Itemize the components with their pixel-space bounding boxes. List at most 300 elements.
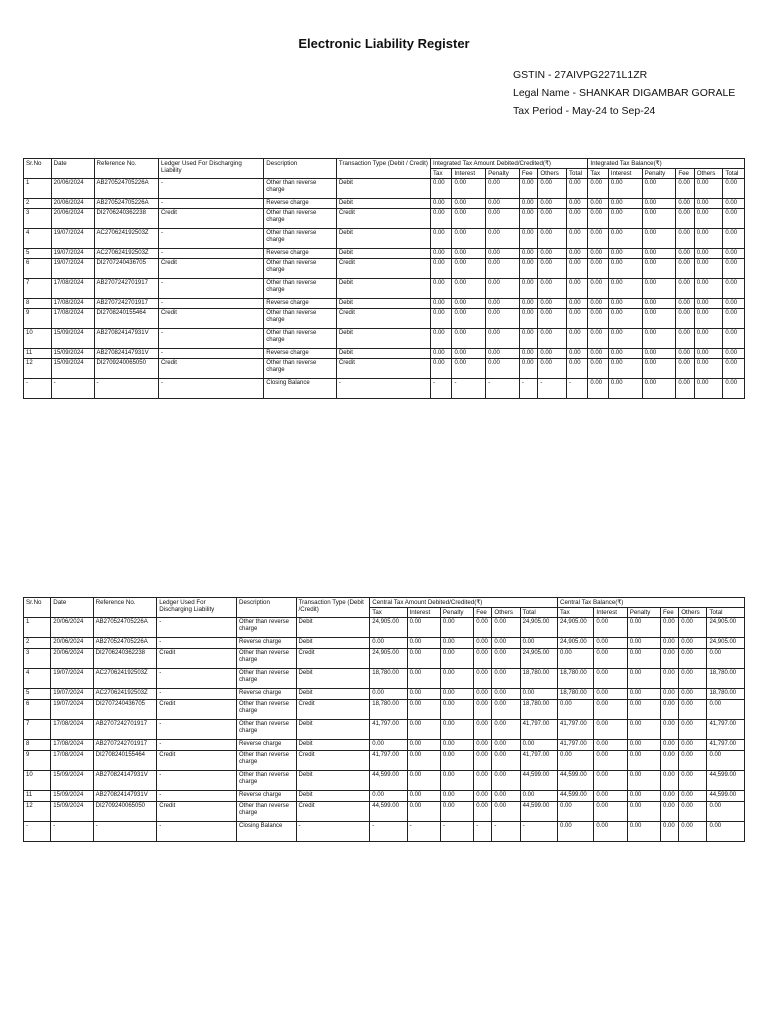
subcol-tax: Tax <box>588 169 608 179</box>
table-cell: AB2707242701917 <box>93 720 157 740</box>
subcol-interest: Interest <box>407 608 440 618</box>
table-cell: 18,780.00 <box>558 669 594 689</box>
table-cell: AB270524705226A <box>94 179 158 199</box>
table-cell: 24,905.00 <box>707 638 745 649</box>
table-cell: 0.00 <box>519 179 537 199</box>
table-cell: 0.00 <box>694 249 723 259</box>
table-cell: 0.00 <box>676 259 694 279</box>
table-cell: 0.00 <box>679 720 707 740</box>
table-cell: 0.00 <box>566 259 587 279</box>
table-cell: AB270524705226A <box>93 638 157 649</box>
table-cell: 11 <box>24 791 51 802</box>
table-cell: - <box>157 638 237 649</box>
table-cell: 0.00 <box>452 209 486 229</box>
table-cell: 44,599.00 <box>370 802 407 822</box>
table-cell: 0.00 <box>486 329 520 349</box>
table-row <box>24 689 745 700</box>
table-cell: 0.00 <box>407 802 440 822</box>
table-cell: 0.00 <box>407 791 440 802</box>
table-cell: 0.00 <box>538 249 567 259</box>
table-cell: 0.00 <box>694 279 723 299</box>
table-cell: 0.00 <box>519 359 537 379</box>
table-cell: 0.00 <box>407 700 440 720</box>
table-cell: - <box>158 199 263 209</box>
page-title: Electronic Liability Register <box>298 36 470 51</box>
gstin: GSTIN - 27AIVPG2271L1ZR <box>513 69 648 81</box>
table-cell: 0.00 <box>608 299 642 309</box>
table-cell: - <box>370 822 407 842</box>
table-cell: 0.00 <box>538 299 567 309</box>
table-cell: 6 <box>24 259 52 279</box>
table-cell: 44,599.00 <box>370 771 407 791</box>
table-cell: - <box>158 249 263 259</box>
table-cell: 0.00 <box>452 229 486 249</box>
subcol-total: Total <box>723 169 745 179</box>
table-cell: 0.00 <box>519 259 537 279</box>
table-cell: 0.00 <box>676 229 694 249</box>
table-cell: Reverse charge <box>264 249 337 259</box>
table-cell: 0.00 <box>430 259 451 279</box>
table-row <box>24 249 745 259</box>
table-cell: 24,905.00 <box>370 618 407 638</box>
table-cell: 24,905.00 <box>370 649 407 669</box>
table-cell: 0.00 <box>519 309 537 329</box>
table-cell: 0.00 <box>627 802 660 822</box>
table-cell: 0.00 <box>588 209 608 229</box>
table-cell: Other than reverse charge <box>236 751 296 771</box>
table-cell: 0.00 <box>676 329 694 349</box>
table-cell: 0.00 <box>440 669 473 689</box>
table-cell: 0.00 <box>676 379 694 399</box>
table-cell: DI2709240065050 <box>94 359 158 379</box>
table-cell: 0.00 <box>642 379 676 399</box>
table-cell: - <box>157 689 237 700</box>
table-cell: 0.00 <box>661 802 679 822</box>
table-cell: 0.00 <box>679 771 707 791</box>
table-cell: - <box>336 379 430 399</box>
table-cell: 0.00 <box>440 791 473 802</box>
table-cell: AC270624192503Z <box>93 689 157 700</box>
table-cell: 0.00 <box>566 359 587 379</box>
table-cell: Other than reverse charge <box>236 720 296 740</box>
table-cell: Other than reverse charge <box>236 649 296 669</box>
table-cell: 0.00 <box>370 740 407 751</box>
col-transaction-type: Transaction Type (Debit / Credit) <box>336 159 430 179</box>
table-cell: 12 <box>24 802 51 822</box>
table-cell: 0.00 <box>642 329 676 349</box>
table-cell: 20/06/2024 <box>51 209 94 229</box>
table-cell: 0.00 <box>661 771 679 791</box>
table-cell: 0.00 <box>407 669 440 689</box>
table-row <box>24 791 745 802</box>
table-cell: 17/08/2024 <box>51 751 93 771</box>
table-cell: 0.00 <box>519 279 537 299</box>
table-cell: 0.00 <box>440 740 473 751</box>
table-cell: 0.00 <box>440 618 473 638</box>
table-cell: 0.00 <box>588 229 608 249</box>
table-cell: Debit <box>296 618 370 638</box>
table-cell: - <box>157 720 237 740</box>
table-cell: 41,797.00 <box>370 751 407 771</box>
table-cell: 0.00 <box>594 740 627 751</box>
table-cell: Debit <box>336 249 430 259</box>
table-cell: - <box>93 822 157 842</box>
table-cell: 0.00 <box>492 720 520 740</box>
table-row <box>24 379 745 399</box>
table-cell: 0.00 <box>679 649 707 669</box>
table-row <box>24 179 745 199</box>
table-cell: Other than reverse charge <box>264 179 337 199</box>
table-cell: 41,797.00 <box>707 720 745 740</box>
table-cell: 0.00 <box>588 259 608 279</box>
table-cell: 0.00 <box>676 349 694 359</box>
table-row <box>24 649 745 669</box>
table-cell: 0.00 <box>430 179 451 199</box>
table-cell: 18,780.00 <box>707 689 745 700</box>
table-cell: 0.00 <box>492 700 520 720</box>
table-cell: AB270824147931V <box>93 791 157 802</box>
table-cell: Credit <box>157 649 237 669</box>
table-cell: 0.00 <box>679 791 707 802</box>
table-cell: 0.00 <box>430 299 451 309</box>
table-cell: 0.00 <box>492 618 520 638</box>
table-row <box>24 309 745 329</box>
col-date: Date <box>51 159 94 179</box>
table-cell: 0.00 <box>676 309 694 329</box>
table-cell: Other than reverse charge <box>264 359 337 379</box>
table-cell: Closing Balance <box>264 379 337 399</box>
table-cell: 0.00 <box>707 822 745 842</box>
table-cell: - <box>158 279 263 299</box>
table-cell: AB270524705226A <box>94 199 158 209</box>
table-cell: 0.00 <box>440 649 473 669</box>
table-cell: 0.00 <box>707 802 745 822</box>
table-cell: Reverse charge <box>264 199 337 209</box>
table-cell: 0.00 <box>723 259 745 279</box>
table-cell: - <box>158 329 263 349</box>
table-cell: Other than reverse charge <box>236 771 296 791</box>
table-cell: 41,797.00 <box>370 720 407 740</box>
col-srno: Sr.No <box>24 159 52 179</box>
table-cell: 0.00 <box>676 209 694 229</box>
table-cell: Credit <box>157 700 237 720</box>
table-cell: 0.00 <box>492 802 520 822</box>
table-cell: 0.00 <box>676 249 694 259</box>
table-cell: Other than reverse charge <box>236 669 296 689</box>
table-cell: 0.00 <box>440 720 473 740</box>
table-cell: 0.00 <box>566 249 587 259</box>
subcol-total: Total <box>520 608 557 618</box>
table-cell: 44,599.00 <box>558 791 594 802</box>
table-cell: 0.00 <box>440 802 473 822</box>
table-cell: 9 <box>24 309 52 329</box>
table-cell: 0.00 <box>642 259 676 279</box>
table-row <box>24 209 745 229</box>
table-cell: 0.00 <box>608 309 642 329</box>
table-cell: Credit <box>296 751 370 771</box>
table-cell: Debit <box>296 638 370 649</box>
table-cell: 0.00 <box>430 279 451 299</box>
table-cell: 0.00 <box>566 349 587 359</box>
table-cell: - <box>158 349 263 359</box>
table-cell: 0.00 <box>642 309 676 329</box>
table-cell: 0.00 <box>474 638 492 649</box>
table-cell: 0.00 <box>538 229 567 249</box>
table-cell: 0.00 <box>608 349 642 359</box>
table-cell: 0.00 <box>694 379 723 399</box>
table-cell: 2 <box>24 199 52 209</box>
table-cell: 0.00 <box>694 179 723 199</box>
table-cell: 0.00 <box>519 299 537 309</box>
table-cell: - <box>24 822 51 842</box>
table-body <box>24 618 745 842</box>
col-reference: Reference No. <box>94 159 158 179</box>
table-cell: 0.00 <box>430 349 451 359</box>
table-cell: 0.00 <box>627 638 660 649</box>
table-cell: 0.00 <box>608 329 642 349</box>
table-cell: 0.00 <box>594 751 627 771</box>
table-cell: - <box>51 379 94 399</box>
table-cell: Reverse charge <box>236 740 296 751</box>
table-cell: 4 <box>24 229 52 249</box>
table-cell: 0.00 <box>588 349 608 359</box>
table-cell: - <box>486 379 520 399</box>
subcol-tax: Tax <box>370 608 407 618</box>
table-cell: 0.00 <box>723 359 745 379</box>
table-cell: 0.00 <box>440 689 473 700</box>
table-cell: 0.00 <box>440 700 473 720</box>
table-cell: 44,599.00 <box>707 771 745 791</box>
table-cell: 20/06/2024 <box>51 618 93 638</box>
table-cell: 0.00 <box>642 209 676 229</box>
table-cell: AC270624192503Z <box>93 669 157 689</box>
table-cell: 17/08/2024 <box>51 309 94 329</box>
table-cell: 0.00 <box>608 179 642 199</box>
table-cell: 0.00 <box>538 329 567 349</box>
table-cell: 0.00 <box>679 638 707 649</box>
table-cell: 0.00 <box>642 299 676 309</box>
table-cell: 0.00 <box>608 199 642 209</box>
table-cell: - <box>24 379 52 399</box>
table-cell: 0.00 <box>661 649 679 669</box>
table-cell: 0.00 <box>676 199 694 209</box>
table-cell: AB2707242701917 <box>94 279 158 299</box>
table-cell: Reverse charge <box>236 638 296 649</box>
subcol-others: Others <box>538 169 567 179</box>
table-cell: 7 <box>24 279 52 299</box>
table-cell: 0.00 <box>492 751 520 771</box>
table-row <box>24 299 745 309</box>
table-cell: 0.00 <box>694 259 723 279</box>
table-cell: 0.00 <box>538 209 567 229</box>
table-cell: 0.00 <box>608 379 642 399</box>
col-group-debited-credited: Integrated Tax Amount Debited/Credited(₹) <box>430 159 587 169</box>
table-cell: 0.00 <box>694 309 723 329</box>
table-cell: 0.00 <box>627 649 660 669</box>
table-cell: 0.00 <box>407 649 440 669</box>
table-cell: 0.00 <box>594 649 627 669</box>
table-cell: 0.00 <box>588 279 608 299</box>
table-cell: 0.00 <box>430 329 451 349</box>
col-ledger: Ledger Used For Discharging Liability <box>157 598 237 618</box>
subcol-interest: Interest <box>594 608 627 618</box>
table-cell: AB270824147931V <box>94 349 158 359</box>
table-cell: DI2707240436705 <box>94 259 158 279</box>
table-cell: 0.00 <box>627 740 660 751</box>
table-cell: 41,797.00 <box>707 740 745 751</box>
table-cell: 0.00 <box>588 179 608 199</box>
table-cell: 0.00 <box>430 199 451 209</box>
subcol-others: Others <box>492 608 520 618</box>
table-cell: Debit <box>336 179 430 199</box>
table-cell: 18,780.00 <box>520 669 557 689</box>
table-cell: Other than reverse charge <box>264 309 337 329</box>
table-cell: 0.00 <box>519 349 537 359</box>
table-cell: DI2706240362238 <box>93 649 157 669</box>
table-cell: - <box>158 229 263 249</box>
table-cell: 19/07/2024 <box>51 249 94 259</box>
table-cell: 0.00 <box>694 199 723 209</box>
table-cell: 17/08/2024 <box>51 720 93 740</box>
table-cell: 0.00 <box>627 720 660 740</box>
table-cell: 0.00 <box>492 638 520 649</box>
table-cell: 0.00 <box>492 740 520 751</box>
table-cell: 0.00 <box>723 309 745 329</box>
table-cell: Other than reverse charge <box>264 259 337 279</box>
table-cell: - <box>430 379 451 399</box>
table-row <box>24 618 745 638</box>
table-cell: 0.00 <box>642 249 676 259</box>
table-cell: Credit <box>157 751 237 771</box>
table-cell: 0.00 <box>723 379 745 399</box>
table-cell: 0.00 <box>370 638 407 649</box>
table-cell: 0.00 <box>661 791 679 802</box>
table-cell: 19/07/2024 <box>51 229 94 249</box>
table-cell: Credit <box>158 259 263 279</box>
table-cell: 0.00 <box>474 649 492 669</box>
col-description: Description <box>236 598 296 618</box>
table-cell: 0.00 <box>594 689 627 700</box>
table-cell: 0.00 <box>519 209 537 229</box>
col-ledger: Ledger Used For Discharging Liability <box>158 159 263 179</box>
table-cell: 0.00 <box>486 179 520 199</box>
table-cell: - <box>440 822 473 842</box>
table-cell: 0.00 <box>608 359 642 379</box>
table-row <box>24 229 745 249</box>
table-cell: Reverse charge <box>264 349 337 359</box>
table-cell: - <box>538 379 567 399</box>
table-cell: - <box>94 379 158 399</box>
table-cell: 0.00 <box>486 249 520 259</box>
table-cell: 0.00 <box>627 700 660 720</box>
table-cell: DI2709240065050 <box>93 802 157 822</box>
table-cell: 0.00 <box>486 279 520 299</box>
table-cell: 41,797.00 <box>520 720 557 740</box>
table-cell: Debit <box>336 199 430 209</box>
table-cell: 0.00 <box>627 771 660 791</box>
table-cell: Credit <box>336 259 430 279</box>
table-cell: 20/06/2024 <box>51 638 93 649</box>
table-cell: Reverse charge <box>236 689 296 700</box>
table-cell: 2 <box>24 638 51 649</box>
table-cell: 0.00 <box>566 179 587 199</box>
table-cell: 0.00 <box>452 259 486 279</box>
table-cell: 0.00 <box>608 229 642 249</box>
table-cell: 0.00 <box>474 618 492 638</box>
header-row <box>24 159 745 169</box>
table-cell: 0.00 <box>452 299 486 309</box>
table-cell: 0.00 <box>723 179 745 199</box>
table-cell: 0.00 <box>566 309 587 329</box>
table-cell: 0.00 <box>723 349 745 359</box>
table-cell: 0.00 <box>430 249 451 259</box>
table-cell: 24,905.00 <box>558 638 594 649</box>
table-cell: Debit <box>296 689 370 700</box>
subcol-others: Others <box>694 169 723 179</box>
table-cell: 0.00 <box>519 199 537 209</box>
table-cell: AB270524705226A <box>93 618 157 638</box>
subcol-fee: Fee <box>519 169 537 179</box>
table-cell: 18,780.00 <box>370 669 407 689</box>
table-cell: 0.00 <box>474 771 492 791</box>
table-cell: 8 <box>24 299 52 309</box>
table-cell: 0.00 <box>642 199 676 209</box>
table-cell: 0.00 <box>452 329 486 349</box>
table-cell: 44,599.00 <box>707 791 745 802</box>
integrated-tax-table <box>23 158 745 399</box>
table-cell: - <box>157 669 237 689</box>
table-cell: AB2707242701917 <box>94 299 158 309</box>
table-cell: 0.00 <box>430 209 451 229</box>
subcol-tax: Tax <box>558 608 594 618</box>
table-cell: 0.00 <box>558 751 594 771</box>
table-cell: 0.00 <box>594 618 627 638</box>
table-cell: 0.00 <box>474 791 492 802</box>
table-cell: 44,599.00 <box>520 771 557 791</box>
table-cell: 0.00 <box>430 309 451 329</box>
table-cell: 0.00 <box>520 791 557 802</box>
table-cell: 0.00 <box>642 359 676 379</box>
table-cell: 10 <box>24 771 51 791</box>
table-cell: 0.00 <box>486 309 520 329</box>
table-cell: Credit <box>296 700 370 720</box>
table-cell: - <box>157 822 237 842</box>
table-cell: 0.00 <box>723 229 745 249</box>
table-cell: 0.00 <box>588 199 608 209</box>
subcol-fee: Fee <box>676 169 694 179</box>
table-cell: 0.00 <box>679 802 707 822</box>
table-cell: DI2706240362238 <box>94 209 158 229</box>
table-cell: Debit <box>296 720 370 740</box>
table-cell: 0.00 <box>474 669 492 689</box>
table-cell: 1 <box>24 179 52 199</box>
table-cell: 8 <box>24 740 51 751</box>
table-cell: 0.00 <box>588 329 608 349</box>
table-cell: - <box>158 179 263 199</box>
table-row <box>24 259 745 279</box>
table-cell: 44,599.00 <box>558 771 594 791</box>
header-row <box>24 598 745 608</box>
table-cell: 0.00 <box>723 199 745 209</box>
table-cell: 0.00 <box>519 329 537 349</box>
col-date: Date <box>51 598 93 618</box>
subcol-penalty: Penalty <box>486 169 520 179</box>
table-cell: 0.00 <box>520 638 557 649</box>
table-cell: Debit <box>296 669 370 689</box>
table-cell: 0.00 <box>723 249 745 259</box>
table-cell: AB270824147931V <box>93 771 157 791</box>
table-cell: - <box>157 771 237 791</box>
